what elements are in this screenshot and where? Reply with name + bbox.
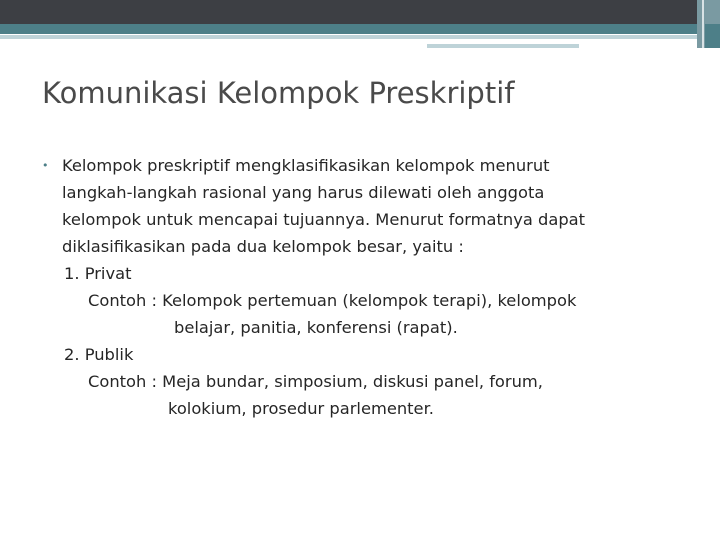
slide-title: Komunikasi Kelompok Preskriptif <box>42 76 515 110</box>
body-line-3: kelompok untuk mencapai tujuannya. Menurut formatnya dapat <box>62 210 586 229</box>
list-item-2-label: 2. Publik <box>64 345 134 364</box>
header-bar-short <box>427 44 579 48</box>
slide-body <box>40 152 690 422</box>
header-bar-dark <box>0 0 720 24</box>
header-bar-teal <box>0 24 720 34</box>
list-item-1-example-continued: belajar, panitia, konferensi (rapat). <box>174 318 458 337</box>
bullet-item <box>40 152 690 422</box>
list-item-1-example: Contoh : Kelompok pertemuan (kelompok terapi), kelompok <box>88 291 577 310</box>
header-corner-stripe <box>702 0 704 48</box>
list-item-2-example-continued: kolokium, prosedur parlementer. <box>168 399 434 418</box>
body-line-4: diklasifikasikan pada dua kelompok besar, yaitu : <box>62 237 464 256</box>
body-line-1: Kelompok preskriptif mengklasifikasikan kelompok menurut <box>62 156 550 175</box>
list-item-2-example: Contoh : Meja bundar, simposium, diskusi panel, forum, <box>88 372 543 391</box>
body-line-2: langkah-langkah rasional yang harus dilewati oleh anggota <box>62 183 545 202</box>
list-item-1-label: 1. Privat <box>64 264 132 283</box>
header-corner-block-inner <box>705 24 720 48</box>
header-bar-light <box>0 35 720 39</box>
bullet-dot-icon: • <box>42 159 49 172</box>
